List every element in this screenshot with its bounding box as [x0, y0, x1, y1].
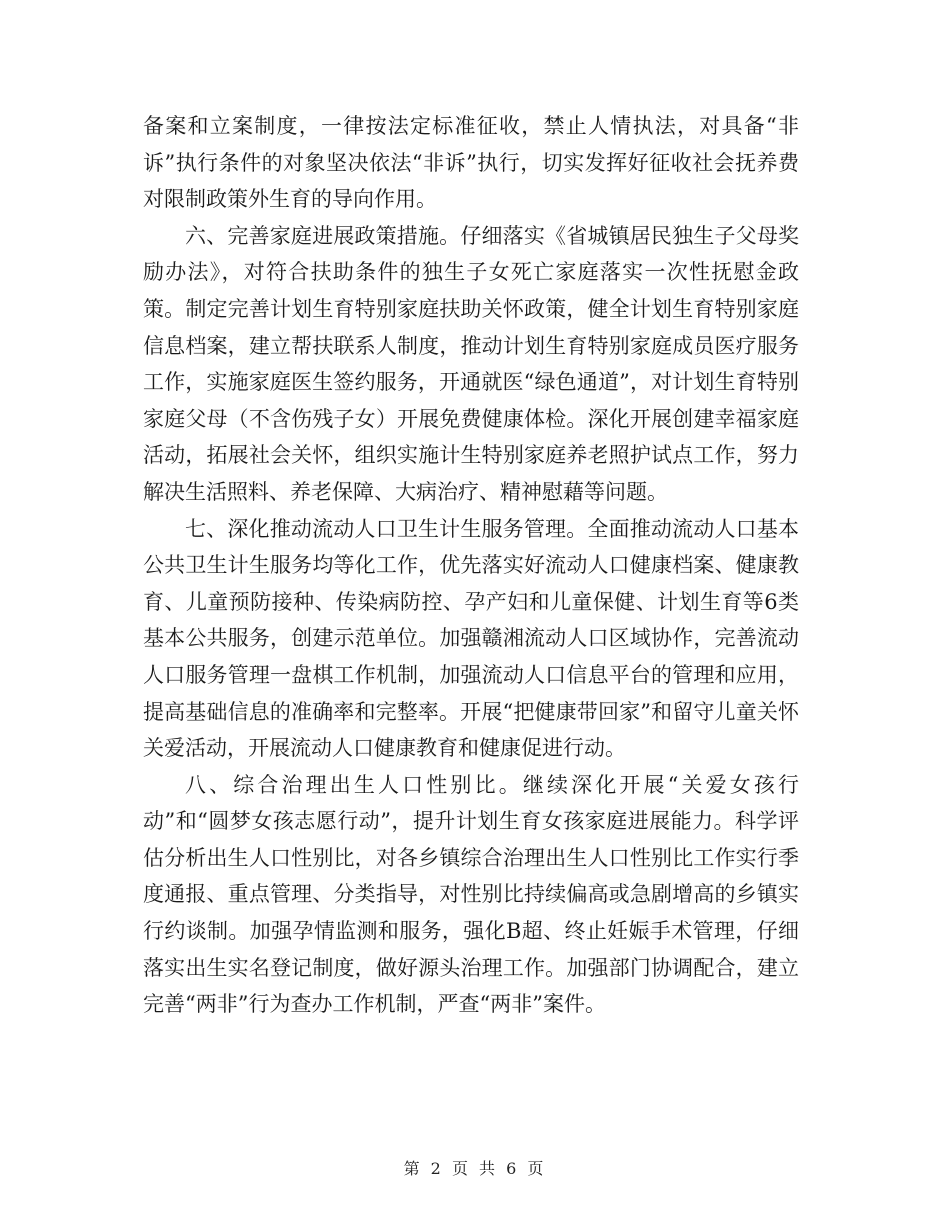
paragraph-section-6: 六、完善家庭进展政策措施。仔细落实《省城镇居民独生子父母奖励办法》，对符合扶助条件的独生子女死亡家庭落实一次性抚慰金政策。制定完善计划生育特别家庭扶助关怀政策，健全计划生育特别家庭信息档案，建立帮扶联系人制度，推动计划生育特别家庭成员医疗服务工作，实施家庭医生签约服务，开通就医“绿色通道”，对计划生育特别家庭父母（不含伤残子女）开展免费健康体检。深化开展创建幸福家庭活动，拓展社会关怀，组织实施计生特别家庭养老照护试点工作，努力解决生活照料、养老保障、大病治疗、精神慰藉等问题。 — [143, 223, 799, 504]
page-number-footer: 第 2 页 共 6 页 — [403, 1159, 547, 1178]
document-body — [143, 108, 799, 1023]
paragraph-continuation: 备案和立案制度，一律按法定标准征收，禁止人情执法，对具备“非诉”执行条件的对象坚决依法“非诉”执行，切实发挥好征收社会抚养费对限制政策外生育的导向作用。 — [143, 114, 799, 212]
paragraph-section-7: 七、深化推动流动人口卫生计生服务管理。全面推动流动人口基本公共卫生计生服务均等化工作，优先落实好流动人口健康档案、健康教育、儿童预防接种、传染病防控、孕产妇和儿童保健、计划生育等6类基本公共服务，创建示范单位。加强赣湘流动人口区域协作，完善流动人口服务管理一盘棋工作机制，加强流动人口信息平台的管理和应用，提高基础信息的准确率和完整率。开展“把健康带回家”和留守儿童关怀关爱活动，开展流动人口健康教育和健康促进行动。 — [143, 516, 799, 761]
paragraph-section-8: 八、综合治理出生人口性别比。继续深化开展“关爱女孩行动”和“圆梦女孩志愿行动”，提升计划生育女孩家庭进展能力。科学评估分析出生人口性别比，对各乡镇综合治理出生人口性别比工作实行季度通报、重点管理、分类指导，对性别比持续偏高或急剧增高的乡镇实行约谈制。加强孕情监测和服务，强化B超、终止妊娠手术管理，仔细落实出生实名登记制度，做好源头治理工作。加强部门协调配合，建立完善“两非”行为查办工作机制，严查“两非”案件。 — [143, 772, 799, 1017]
